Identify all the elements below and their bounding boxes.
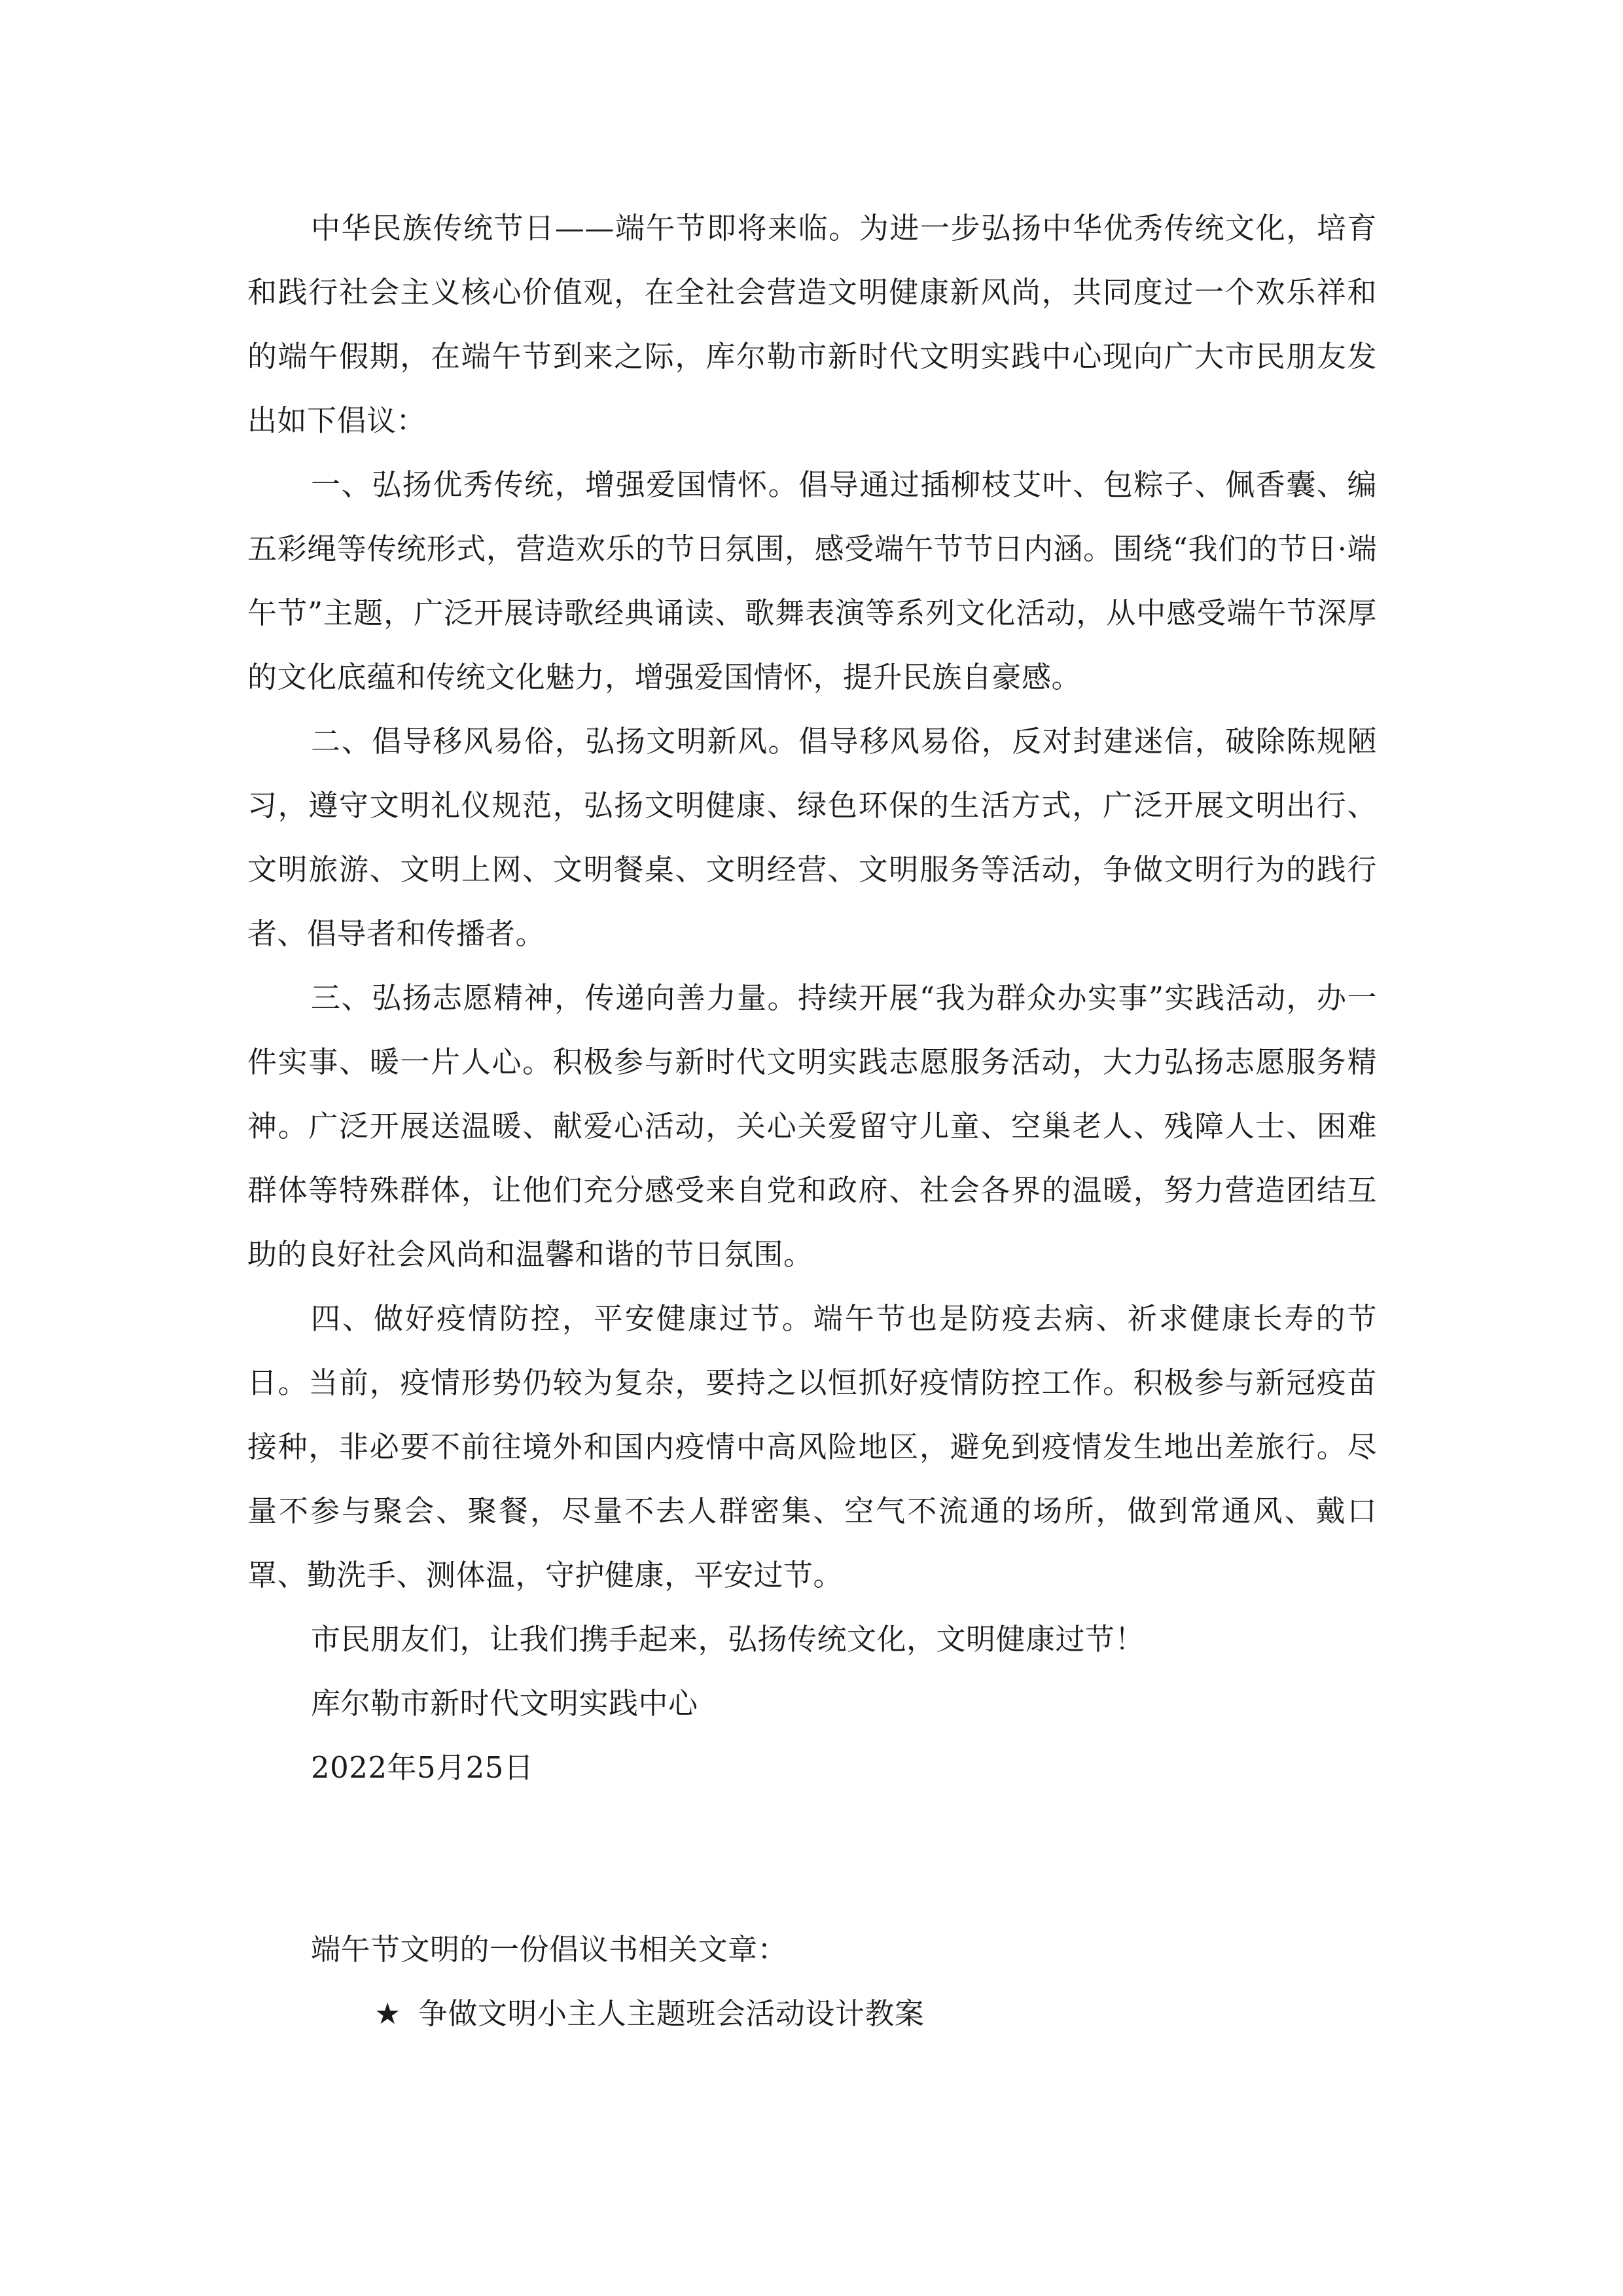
document-body xyxy=(247,196,1377,1800)
proposal-paragraph-4: 四、做好疫情防控，平安健康过节。端午节也是防疫去病、祈求健康长寿的节日。当前，疫情形势仍较为复杂，要持之以恒抓好疫情防控工作。积极参与新冠疫苗接种，非必要不前往境外和国内疫情中高风险地区，避免到疫情发生地出差旅行。尽量不参与聚会、聚餐，尽量不去人群密集、空气不流通的场所，做到常通风、戴口罩、勤洗手、测体温，守护健康，平安过节。 xyxy=(247,1301,1377,1592)
signature: 库尔勒市新时代文明实践中心 xyxy=(311,1686,698,1721)
proposal-paragraph-2: 二、倡导移风易俗，弘扬文明新风。倡导移风易俗，反对封建迷信，破除陈规陋习，遵守文明礼仪规范，弘扬文明健康、绿色环保的生活方式，广泛开展文明出行、文明旅游、文明上网、文明餐桌、文明经营、文明服务等活动，争做文明行为的践行者、倡导者和传播者。 xyxy=(247,724,1377,951)
intro-paragraph: 中华民族传统节日——端午节即将来临。为进一步弘扬中华优秀传统文化，培育和践行社会主义核心价值观，在全社会营造文明健康新风尚，共同度过一个欢乐祥和的端午假期，在端午节到来之际，库尔勒市新时代文明实践中心现向广大市民朋友发出如下倡议： xyxy=(247,211,1377,438)
related-heading: 端午节文明的一份倡议书相关文章： xyxy=(311,1932,788,1967)
proposal-paragraph-3: 三、弘扬志愿精神，传递向善力量。持续开展“我为群众办实事”实践活动，办一件实事、暖一片人心。积极参与新时代文明实践志愿服务活动，大力弘扬志愿服务精神。广泛开展送温暖、献爱心活动，关心关爱留守儿童、空巢老人、残障人士、困难群体等特殊群体，让他们充分感受来自党和政府、社会各界的温暖，努力营造团结互助的良好社会风尚和温馨和谐的节日氛围。 xyxy=(247,980,1377,1272)
proposal-paragraph-1: 一、弘扬优秀传统，增强爱国情怀。倡导通过插柳枝艾叶、包粽子、佩香囊、编五彩绳等传统形式，营造欢乐的节日氛围，感受端午节节日内涵。围绕“我们的节日·端午节”主题，广泛开展诗歌经典诵读、歌舞表演等系列文化活动，从中感受端午节深厚的文化底蕴和传统文化魅力，增强爱国情怀，提升民族自豪感。 xyxy=(247,467,1377,694)
related-item-link[interactable]: 争做文明小主人主题班会活动设计教案 xyxy=(418,1996,925,2031)
date: 2022年5月25日 xyxy=(311,1750,534,1785)
related-articles xyxy=(247,1918,1377,2046)
star-icon: ★ xyxy=(374,1996,401,2031)
related-item[interactable] xyxy=(247,1982,1377,2046)
closing-line: 市民朋友们，让我们携手起来，弘扬传统文化，文明健康过节！ xyxy=(311,1622,1145,1657)
